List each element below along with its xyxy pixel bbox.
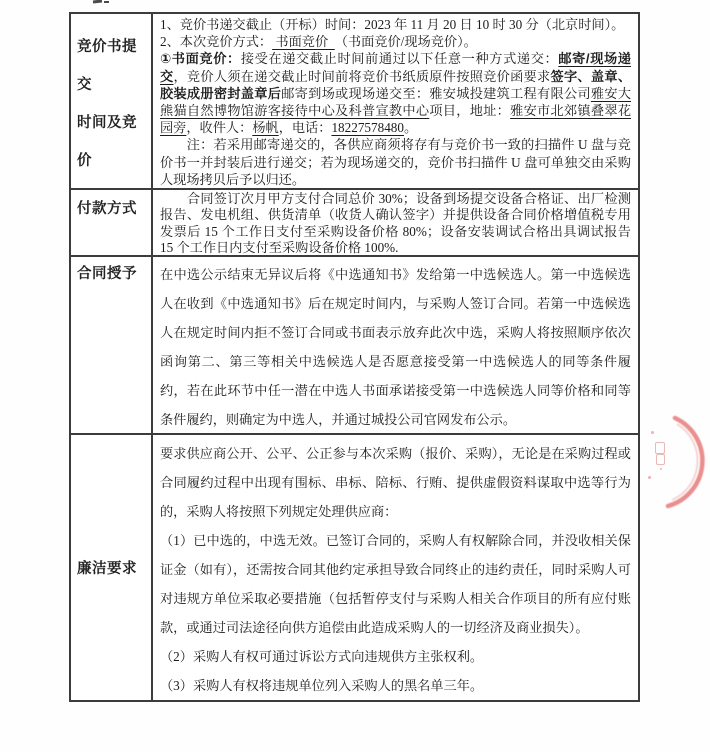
- paragraph: [160, 671, 631, 700]
- text-segment: 邮寄到场或现场递交至：雅安城投建筑工程有限公司: [281, 85, 591, 101]
- text-segment: 邮寄/现场递交: [160, 51, 631, 84]
- text-segment: ，电话：: [278, 120, 332, 136]
- seal-glyph-fragment: [651, 431, 654, 434]
- row-label-payment-terms: [71, 190, 153, 255]
- table-row-payment-terms: [71, 188, 638, 255]
- paragraph: [160, 50, 631, 136]
- paragraph: [160, 136, 631, 188]
- row-label-contract-award: [71, 257, 153, 433]
- paragraph: [160, 439, 631, 526]
- text-segment: ，竞价人须在递交截止时间前将竞价书纸质原件按照竞价函要求: [173, 68, 551, 84]
- table-row-integrity-requirements: [71, 433, 638, 700]
- page-edge-artifact: [104, 1, 109, 3]
- paragraph: [160, 526, 631, 642]
- row-content-payment-terms: [153, 190, 638, 255]
- table-row-contract-award: [71, 255, 638, 433]
- row-label-line: 合同授予: [77, 266, 137, 282]
- text-segment: 。: [403, 120, 418, 136]
- text-segment: 2、本次竞价方式：: [160, 34, 273, 50]
- text-segment: 18227578480: [331, 120, 404, 136]
- text-segment: 1、竞价书递交截止（开标）时间：2023 年 11 月 20 日 10 时 30 分（北京时间）。: [160, 17, 625, 32]
- seal-glyph-fragment: [656, 454, 665, 465]
- seal-glyph-fragment: [648, 476, 651, 479]
- seal-glyph-fragment: [655, 442, 665, 454]
- page-edge-artifact: [93, 0, 102, 3]
- row-label-integrity-requirements: [71, 435, 153, 700]
- row-label-line: 时间及竞价: [77, 115, 137, 169]
- paragraph: [160, 191, 635, 255]
- row-label-line: 廉洁要求: [77, 561, 137, 577]
- row-label-line: [77, 180, 151, 188]
- text-segment: 雅安大熊猫自然博物馆游客接待中心及科普宣教中心: [160, 85, 632, 119]
- text-segment: 雅安市北郊镇叠翠花园旁: [160, 103, 632, 136]
- paragraph: [160, 16, 631, 33]
- text-segment: 在中选公示结束无异议后将《中选通知书》发给第一中选候选人。第一中选候选人在收到《中选通知书》后在规定时间内，与采购人签订合同。若第一中选候选人在规定时间内拒不签订合同或书面表示放弃此次中选，采购人将按照顺序依次函询第二、第三等相关中选候选人是否愿意接受第一中选候选人的同等条件履约，若在此环节中任一潜在中选人书面承诺接受第一中选候选人同等价格和同等条件履约，则确定为中选人，并通过城投公司官网发布公示。: [160, 267, 631, 427]
- text-segment: 要求供应商公开、公平、公正参与本次采购（报价、采购），无论是在采购过程或合同履约过程中出现有围标、串标、陪标、行贿、提供虚假资料谋取中选等行为的，采购人将按照下列规定处理供应商：: [160, 446, 631, 519]
- table-row-bid-submission: [71, 14, 638, 188]
- text-segment: 签字、盖章、胶装成册密封盖章后: [160, 68, 632, 101]
- seal-arc-icon: [630, 412, 710, 532]
- text-segment: 注：若采用邮寄递交的，各供应商须将存有与竞价书一致的扫描件 U 盘与竞价书一并封装后进行递交；若为现场递交的，竞价书扫描件 U 盘可单独交由采购人现场拷贝后予以归还。: [160, 137, 631, 187]
- text-segment: 合同签订次月甲方支付合同总价 30%；设备到场提交设备合格证、出厂检测报告、发电机组、供货清单（收货人确认签字）并提供设备合同价格增值税专用发票后 15 个工作日支付至采购设备价格 80%；设备安装调试合格出具调试报告 15 个工作日内支付至采购设备价格 100%.: [160, 191, 635, 255]
- row-content-contract-award: [153, 257, 638, 433]
- text-segment: （书面竞价/现场竞价）。: [334, 34, 477, 50]
- text-segment: 书面竞价: [272, 34, 335, 50]
- row-content-bid-submission: [153, 14, 638, 188]
- text-segment: （3）采购人有权将违规单位列入采购人的黑名单三年。: [160, 678, 484, 693]
- red-seal-icon: [630, 412, 710, 532]
- text-segment: ，收件人：: [186, 120, 253, 136]
- row-label-line: 付款方式: [77, 201, 137, 217]
- paragraph: [160, 33, 631, 50]
- text-segment: （2）采购人有权可通过诉讼方式向违规供方主张权利。: [160, 649, 484, 664]
- paragraph: [160, 260, 631, 433]
- text-segment: 杨帆: [252, 120, 279, 136]
- row-label-line: 竞价书提交: [77, 39, 137, 93]
- text-segment: 项目，地址：: [429, 103, 511, 119]
- procurement-terms-table: [69, 12, 640, 702]
- seal-glyph-fragment: [660, 468, 662, 470]
- row-content-integrity-requirements: [153, 435, 638, 700]
- text-segment: ①书面竞价：: [160, 51, 241, 67]
- text-segment: （1）已中选的，中选无效。已签订合同的，采购人有权解除合同，并没收相关保证金（如有），还需按合同其他约定承担导致合同终止的违约责任，同时采购人可对违规方单位采取必要措施（包括暂停支付与采购人相关合作项目的所有应付账款，或通过司法途径向供方追偿由此造成采购人的一切经济及商业损失）。: [160, 533, 631, 635]
- text-segment: 接受在递交截止时间前通过以下任意一种方式递交：: [240, 51, 559, 67]
- paragraph: [160, 642, 631, 671]
- row-label-bid-submission: [71, 14, 153, 188]
